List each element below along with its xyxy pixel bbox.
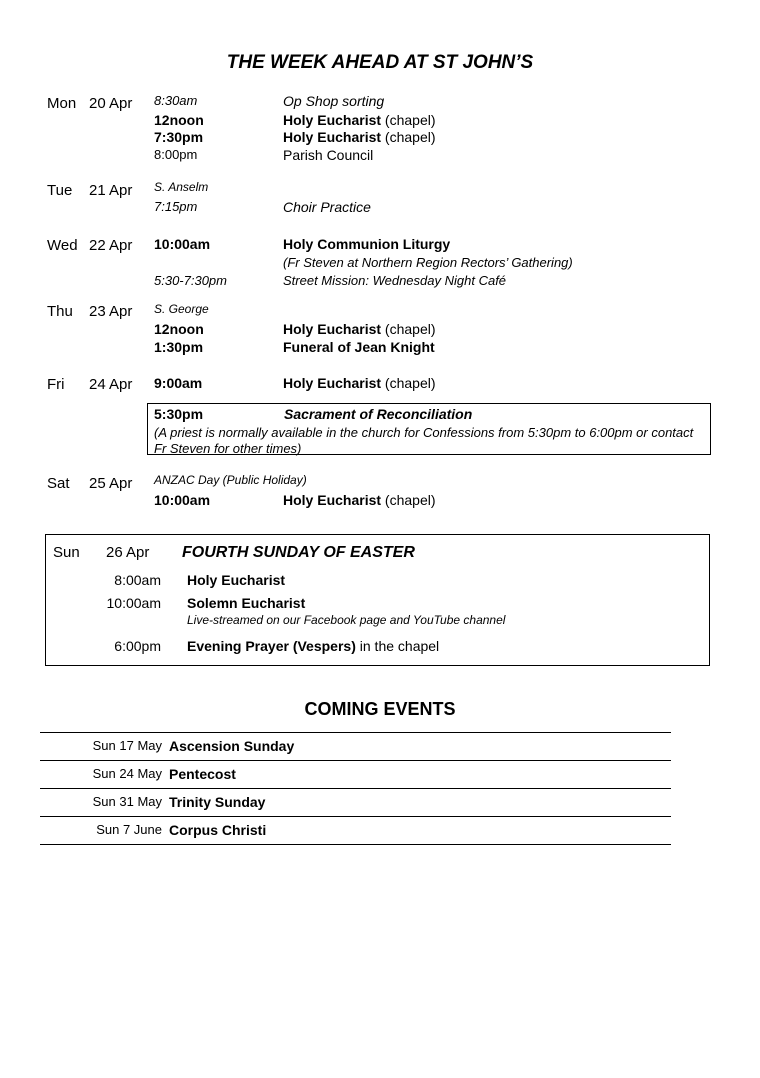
event-entry	[187, 638, 439, 654]
event-note: (chapel)	[384, 375, 436, 391]
event-time: 1:30pm	[154, 339, 204, 355]
event-title: Solemn Eucharist	[187, 595, 306, 611]
day-name: Wed	[47, 237, 78, 254]
event-title: Choir Practice	[283, 199, 371, 215]
day-name: Sat	[47, 475, 70, 492]
event-time: 12noon	[154, 321, 204, 337]
event-entry	[283, 129, 436, 145]
schedule-line	[0, 199, 760, 217]
event-entry	[283, 112, 436, 128]
schedule-line	[0, 93, 760, 111]
event-note: (chapel)	[384, 492, 436, 508]
event-note: (Fr Steven at Northern Region Rectors’ Gathering)	[283, 255, 573, 270]
event-entry	[283, 321, 436, 337]
event-time: 8:30am	[154, 93, 198, 108]
reconciliation-title: Sacrament of Reconciliation	[284, 406, 473, 422]
event-note: (chapel)	[384, 321, 436, 337]
day-date: 26 Apr	[106, 544, 150, 561]
schedule-line	[0, 273, 760, 291]
table-row	[40, 761, 671, 789]
event-date: Sun 17 May	[92, 738, 162, 753]
reconciliation-box	[147, 403, 711, 455]
event-entry	[283, 375, 436, 391]
event-date: Sun 24 May	[92, 766, 162, 781]
day-name: Thu	[47, 303, 73, 320]
event-title: Op Shop sorting	[283, 93, 385, 109]
event-time: 8:00am	[114, 572, 161, 588]
sunday-box	[45, 534, 710, 666]
event-time: 8:00pm	[154, 147, 198, 162]
event-title: Holy Eucharist	[283, 321, 382, 337]
schedule-line	[0, 112, 760, 130]
day-date: 24 Apr	[89, 376, 133, 393]
reconciliation-time: 5:30pm	[154, 406, 204, 422]
day-name: Mon	[47, 95, 77, 112]
event-note: (chapel)	[384, 129, 436, 145]
table-row	[40, 817, 671, 845]
event-date: Sun 31 May	[92, 794, 162, 809]
event-suffix: in the chapel	[359, 638, 440, 654]
event-title: Holy Eucharist	[283, 492, 382, 508]
event-title: Holy Communion Liturgy	[283, 236, 451, 252]
event-name: Pentecost	[169, 766, 236, 782]
event-time: 5:30-7:30pm	[154, 273, 227, 288]
day-date: 25 Apr	[89, 475, 133, 492]
event-time: 12noon	[154, 112, 204, 128]
schedule-line	[0, 302, 760, 320]
event-title: Holy Eucharist	[187, 572, 286, 588]
coming-events-table	[40, 732, 671, 845]
event-time: 7:15pm	[154, 199, 198, 214]
event-date: Sun 7 June	[96, 822, 162, 837]
table-row	[40, 789, 671, 817]
schedule-line	[0, 339, 760, 357]
day-date: 23 Apr	[89, 303, 133, 320]
schedule-line	[0, 321, 760, 339]
feast-day: S. George	[154, 302, 209, 316]
event-note: (chapel)	[384, 112, 436, 128]
table-row	[40, 733, 671, 761]
event-title: Street Mission: Wednesday Night Café	[283, 273, 507, 288]
event-title: Holy Eucharist	[283, 375, 382, 391]
event-entry	[283, 492, 436, 508]
day-name: Fri	[47, 376, 65, 393]
coming-events-title: COMING EVENTS	[304, 699, 456, 719]
event-note: Live-streamed on our Facebook page and YouTube channel	[187, 613, 506, 627]
event-time: 9:00am	[154, 375, 203, 391]
event-time: 10:00am	[154, 492, 211, 508]
event-time: 10:00am	[154, 236, 211, 252]
event-title: Holy Eucharist	[283, 129, 382, 145]
event-title: Funeral of Jean Knight	[283, 339, 435, 355]
event-title: Parish Council	[283, 147, 374, 163]
event-time: 7:30pm	[154, 129, 204, 145]
day-date: 21 Apr	[89, 182, 133, 199]
event-name: Corpus Christi	[169, 822, 267, 838]
sunday-heading: FOURTH SUNDAY OF EASTER	[182, 544, 415, 561]
schedule-line	[0, 180, 760, 198]
feast-day: S. Anselm	[154, 180, 209, 194]
event-name: Ascension Sunday	[169, 738, 295, 754]
page-title: THE WEEK AHEAD AT ST JOHN’S	[226, 52, 534, 73]
schedule-line	[0, 375, 760, 393]
event-title: Evening Prayer (Vespers)	[187, 638, 356, 654]
event-time: 10:00am	[106, 595, 161, 611]
day-date: 22 Apr	[89, 237, 133, 254]
event-time: 6:00pm	[114, 638, 161, 654]
feast-day: ANZAC Day (Public Holiday)	[154, 473, 307, 487]
schedule-line	[0, 473, 760, 491]
schedule-line	[0, 147, 760, 165]
schedule-line	[0, 492, 760, 510]
day-date: 20 Apr	[89, 95, 133, 112]
schedule-line	[0, 236, 760, 254]
reconciliation-note: (A priest is normally available in the church for Confessions from 5:30pm to 6:00pm or contact Fr Steven for other times)	[154, 425, 694, 456]
schedule-line	[0, 255, 760, 273]
event-name: Trinity Sunday	[169, 794, 266, 810]
event-title: Holy Eucharist	[283, 112, 382, 128]
schedule-line	[0, 129, 760, 147]
day-name: Sun	[53, 544, 80, 561]
day-name: Tue	[47, 182, 73, 199]
